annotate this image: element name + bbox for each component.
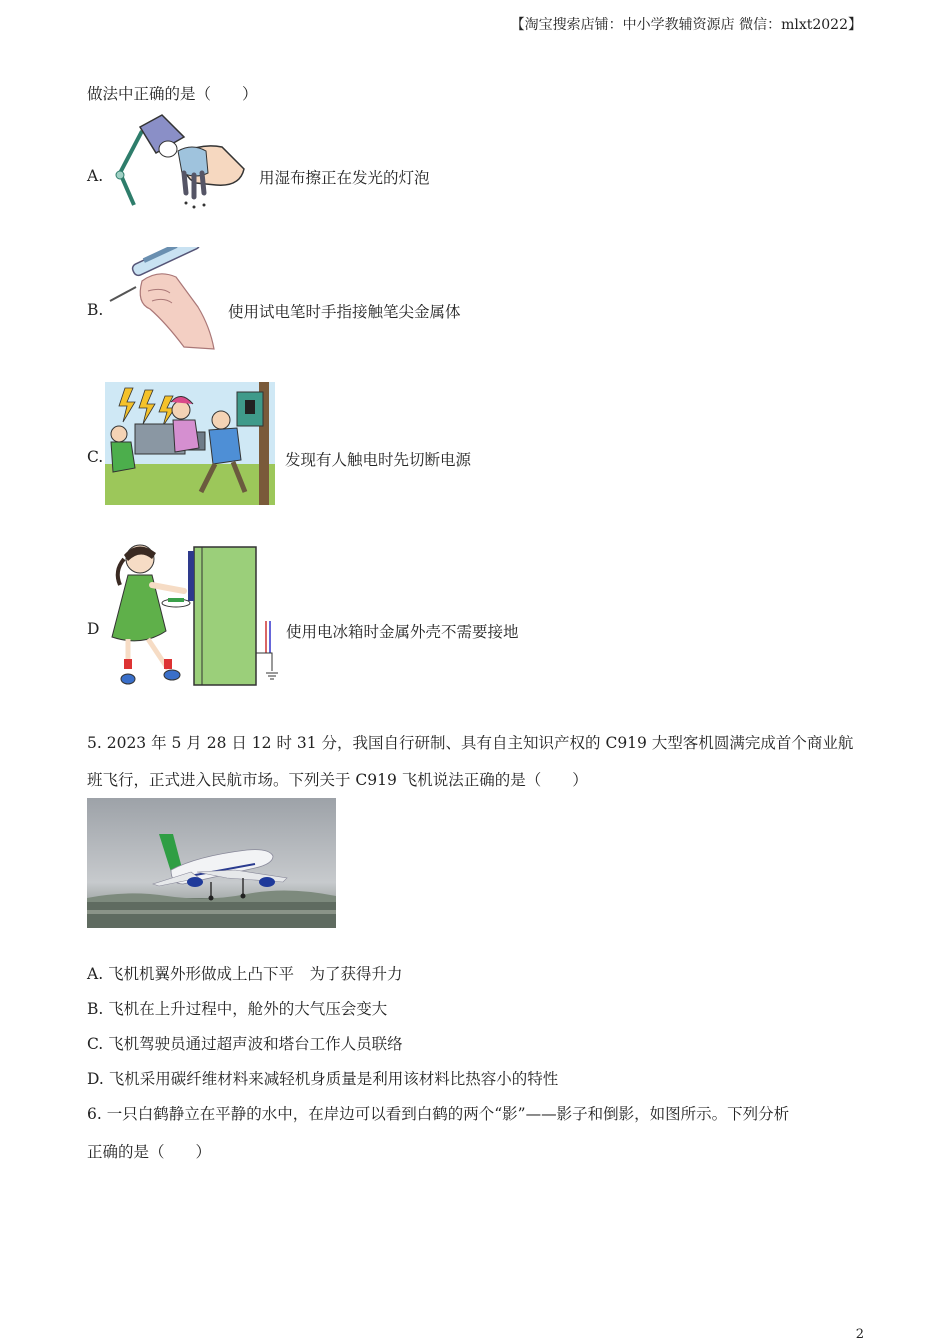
q4-option-b-text: 使用试电笔时手指接触笔尖金属体: [228, 303, 461, 321]
q5-stem-line1: 5. 2023 年 5 月 28 日 12 时 31 分，我国自行研制、具有自主知识产权的 C919 大型客机圆满完成首个商业航: [87, 734, 854, 752]
lamp-wet-cloth-illustration: [112, 113, 252, 211]
q6-stem-line1: 6. 一只白鹤静立在平静的水中，在岸边可以看到白鹤的两个“影”——影子和倒影，如图所示。下列分析: [87, 1105, 790, 1123]
electric-shock-rescue-illustration: [105, 382, 275, 505]
q4-option-a-label: A.: [87, 167, 104, 185]
q5-option-b: B. 飞机在上升过程中，舱外的大气压会变大: [87, 1000, 388, 1018]
test-pencil-hand-illustration: [106, 247, 218, 353]
q5-option-d: D. 飞机采用碳纤维材料来减轻机身质量是利用该材料比热容小的特性: [87, 1070, 559, 1088]
q4-option-a-text: 用湿布擦正在发光的灯泡: [259, 169, 430, 187]
page-number: 2: [855, 1327, 864, 1342]
q4-option-b-label: B.: [87, 301, 104, 319]
q6-stem-line2: 正确的是（ ）: [87, 1143, 212, 1161]
q4-option-d-label: D: [87, 620, 100, 638]
q5-option-c: C. 飞机驾驶员通过超声波和塔台工作人员联络: [87, 1035, 403, 1053]
c919-airplane-photo: [87, 798, 336, 928]
q4-option-c-label: C.: [87, 448, 104, 466]
header-banner: 【淘宝搜索店铺：中小学教辅资源店 微信：mlxt2022】: [510, 17, 862, 33]
q4-option-d-text: 使用电冰箱时金属外壳不需要接地: [286, 623, 519, 641]
q5-option-a: A. 飞机机翼外形做成上凸下平 为了获得升力: [87, 965, 403, 983]
q4-option-c-text: 发现有人触电时先切断电源: [285, 451, 472, 469]
q5-stem-line2: 班飞行，正式进入民航市场。下列关于 C919 飞机说法正确的是（ ）: [87, 771, 588, 789]
q4-stem-end: 做法中正确的是（ ）: [87, 85, 258, 103]
girl-refrigerator-illustration: [106, 541, 278, 693]
